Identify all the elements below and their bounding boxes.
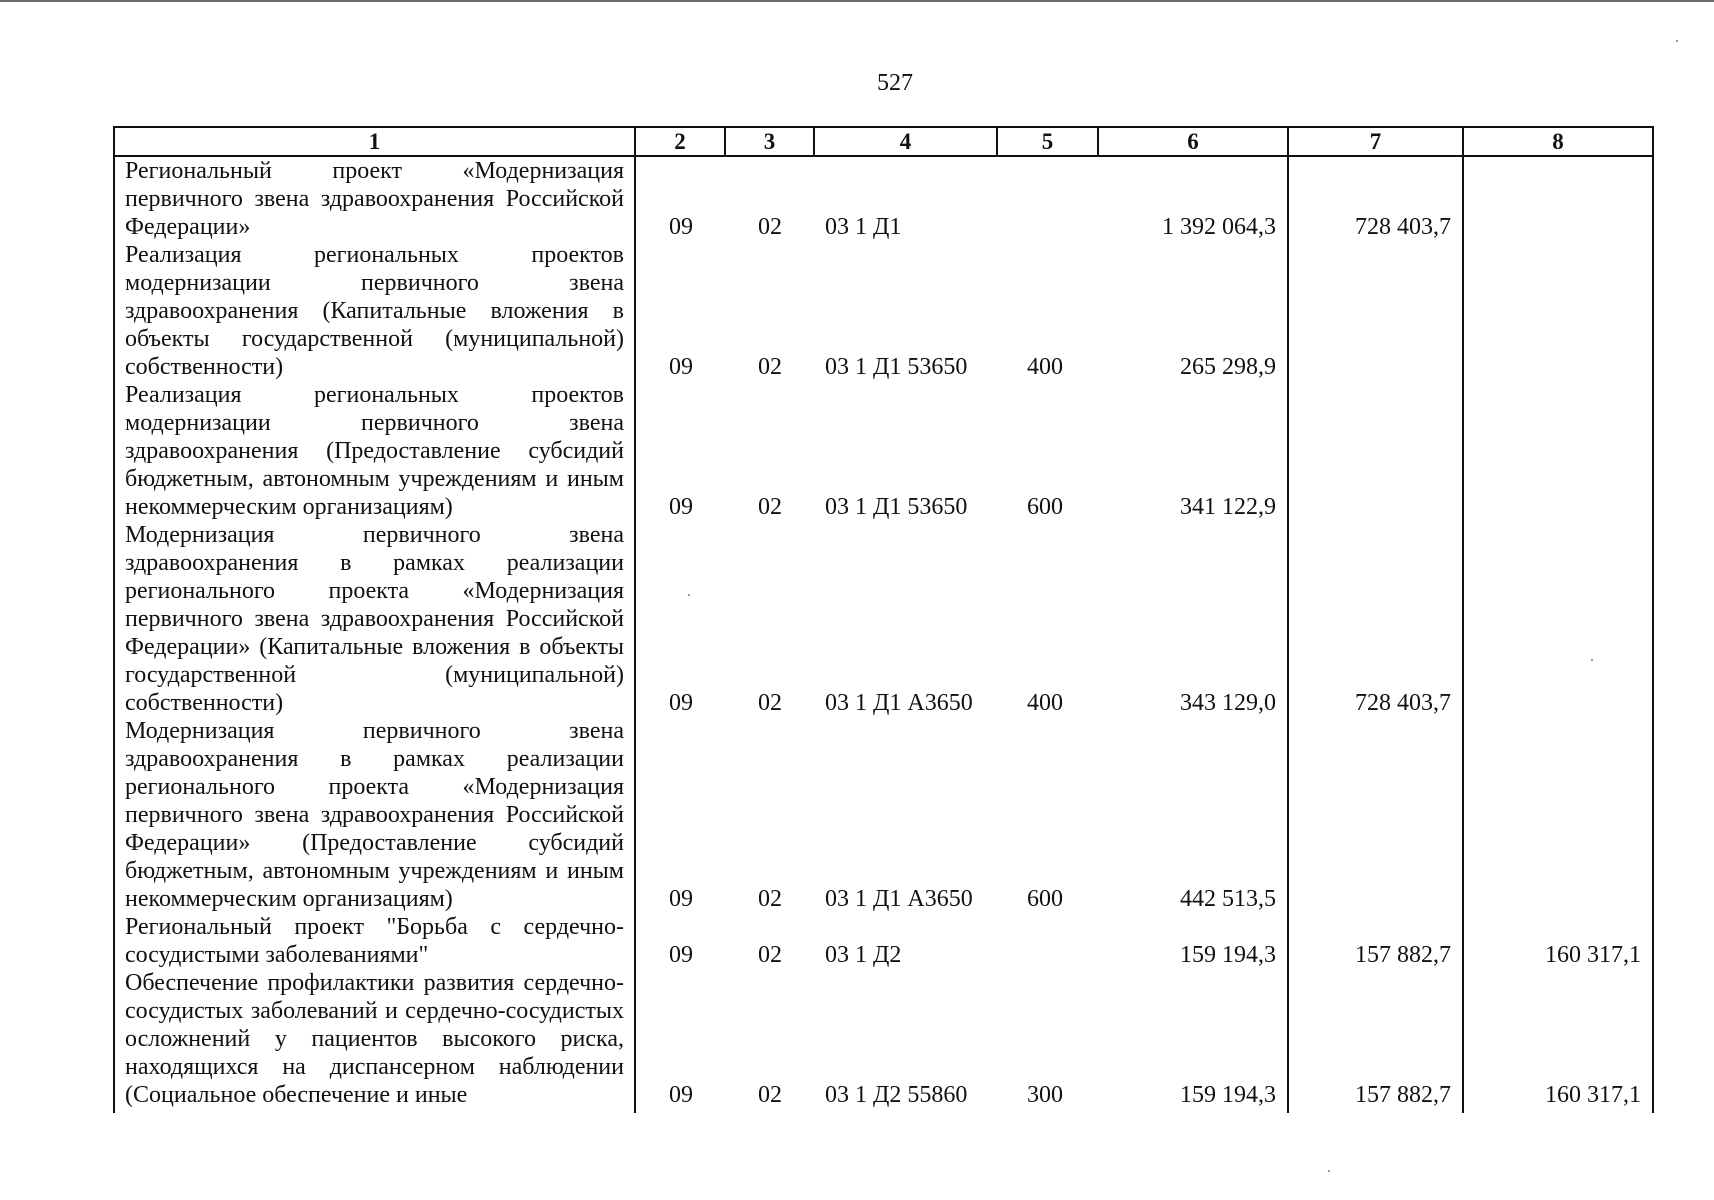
target-article-code: 03 1 Д2 55860	[825, 1082, 968, 1108]
amount-col7: 728 403,7	[1288, 156, 1463, 241]
scan-speck	[1676, 40, 1678, 42]
row-description: Реализация региональных проектов модернизации первичного звена здравоохранения (Предоставление субсидий бюджетным, автономным учреждениям и иным некоммерческим организациям)	[114, 381, 635, 521]
amount-col8	[1463, 381, 1653, 521]
page-top-edge	[0, 0, 1714, 2]
subsection-code: 02	[758, 494, 782, 520]
amount-col8	[1463, 156, 1653, 241]
table-row	[114, 913, 1653, 969]
scan-speck	[1591, 659, 1593, 661]
expense-type-code	[997, 913, 1098, 969]
column-header: 2	[635, 127, 725, 156]
table-row	[114, 381, 1653, 521]
expense-type-code: 400	[1027, 690, 1063, 716]
amount-col6: 159 194,3	[1098, 969, 1288, 1113]
amount-col8: 160 317,1	[1463, 969, 1653, 1113]
expense-type-code: 300	[1027, 1082, 1063, 1108]
amount-col7	[1288, 717, 1463, 913]
subsection-code: 02	[758, 886, 782, 912]
target-article-code: 03 1 Д1 53650	[825, 354, 968, 380]
amount-col7: 728 403,7	[1288, 521, 1463, 717]
column-header: 3	[725, 127, 814, 156]
subsection-code: 02	[758, 1082, 782, 1108]
table-row	[114, 717, 1653, 913]
amount-col7: 157 882,7	[1288, 913, 1463, 969]
target-article-code: 03 1 Д1 А3650	[825, 886, 973, 912]
target-article-code: 03 1 Д1 53650	[825, 494, 968, 520]
amount-col6: 343 129,0	[1098, 521, 1288, 717]
row-description: Региональный проект «Модернизация первичного звена здравоохранения Российской Федерации»	[114, 156, 635, 241]
section-code: 09	[669, 1082, 693, 1108]
column-header: 4	[814, 127, 997, 156]
column-header: 1	[114, 127, 635, 156]
row-description: Реализация региональных проектов модернизации первичного звена здравоохранения (Капитальные вложения в объекты государственной (муниципальной) собственности)	[114, 241, 635, 381]
section-code: 09	[669, 886, 693, 912]
table-row	[114, 521, 1653, 717]
row-description: Обеспечение профилактики развития сердечно-сосудистых заболеваний и сердечно-сосудистых осложнений у пациентов высокого риска, находящихся на диспансерном наблюдении (Социальное обеспечение и иные	[114, 969, 635, 1113]
subsection-code: 02	[758, 690, 782, 716]
page-number: 527	[877, 70, 913, 96]
expense-type-code: 400	[1027, 354, 1063, 380]
amount-col6: 1 392 064,3	[1098, 156, 1288, 241]
section-code: 09	[669, 354, 693, 380]
amount-col8	[1463, 717, 1653, 913]
row-description: Модернизация первичного звена здравоохранения в рамках реализации регионального проекта «Модернизация первичного звена здравоохранения Российской Федерации» (Предоставление субсидий бюджетным, автономным учреждениям и иным некоммерческим организациям)	[114, 717, 635, 913]
target-article-code: 03 1 Д2	[825, 942, 902, 968]
table-row	[114, 241, 1653, 381]
target-article-code: 03 1 Д1	[825, 214, 902, 240]
section-code: 09	[669, 494, 693, 520]
column-header: 8	[1463, 127, 1653, 156]
row-description: Модернизация первичного звена здравоохранения в рамках реализации регионального проекта «Модернизация первичного звена здравоохранения Российской Федерации» (Капитальные вложения в объекты государственной (муниципальной) собственности)	[114, 521, 635, 717]
budget-table	[113, 126, 1654, 1113]
subsection-code: 02	[758, 942, 782, 968]
target-article-code: 03 1 Д1 А3650	[825, 690, 973, 716]
amount-col7	[1288, 381, 1463, 521]
amount-col7: 157 882,7	[1288, 969, 1463, 1113]
amount-col6: 265 298,9	[1098, 241, 1288, 381]
table-header-row	[114, 127, 1653, 156]
scan-speck	[1328, 1170, 1330, 1172]
column-header: 6	[1098, 127, 1288, 156]
amount-col6: 159 194,3	[1098, 913, 1288, 969]
section-code: 09	[669, 690, 693, 716]
expense-type-code: 600	[1027, 886, 1063, 912]
subsection-code: 02	[758, 214, 782, 240]
section-code: 09	[669, 214, 693, 240]
table-row	[114, 156, 1653, 241]
expense-type-code	[997, 156, 1098, 241]
amount-col6: 341 122,9	[1098, 381, 1288, 521]
column-header: 7	[1288, 127, 1463, 156]
amount-col8	[1463, 521, 1653, 717]
expense-type-code: 600	[1027, 494, 1063, 520]
row-description: Региональный проект "Борьба с сердечно-сосудистыми заболеваниями"	[114, 913, 635, 969]
amount-col6: 442 513,5	[1098, 717, 1288, 913]
amount-col7	[1288, 241, 1463, 381]
amount-col8	[1463, 241, 1653, 381]
column-header: 5	[997, 127, 1098, 156]
scan-speck	[688, 594, 690, 596]
section-code: 09	[669, 942, 693, 968]
amount-col8: 160 317,1	[1463, 913, 1653, 969]
table-row	[114, 969, 1653, 1113]
subsection-code: 02	[758, 354, 782, 380]
